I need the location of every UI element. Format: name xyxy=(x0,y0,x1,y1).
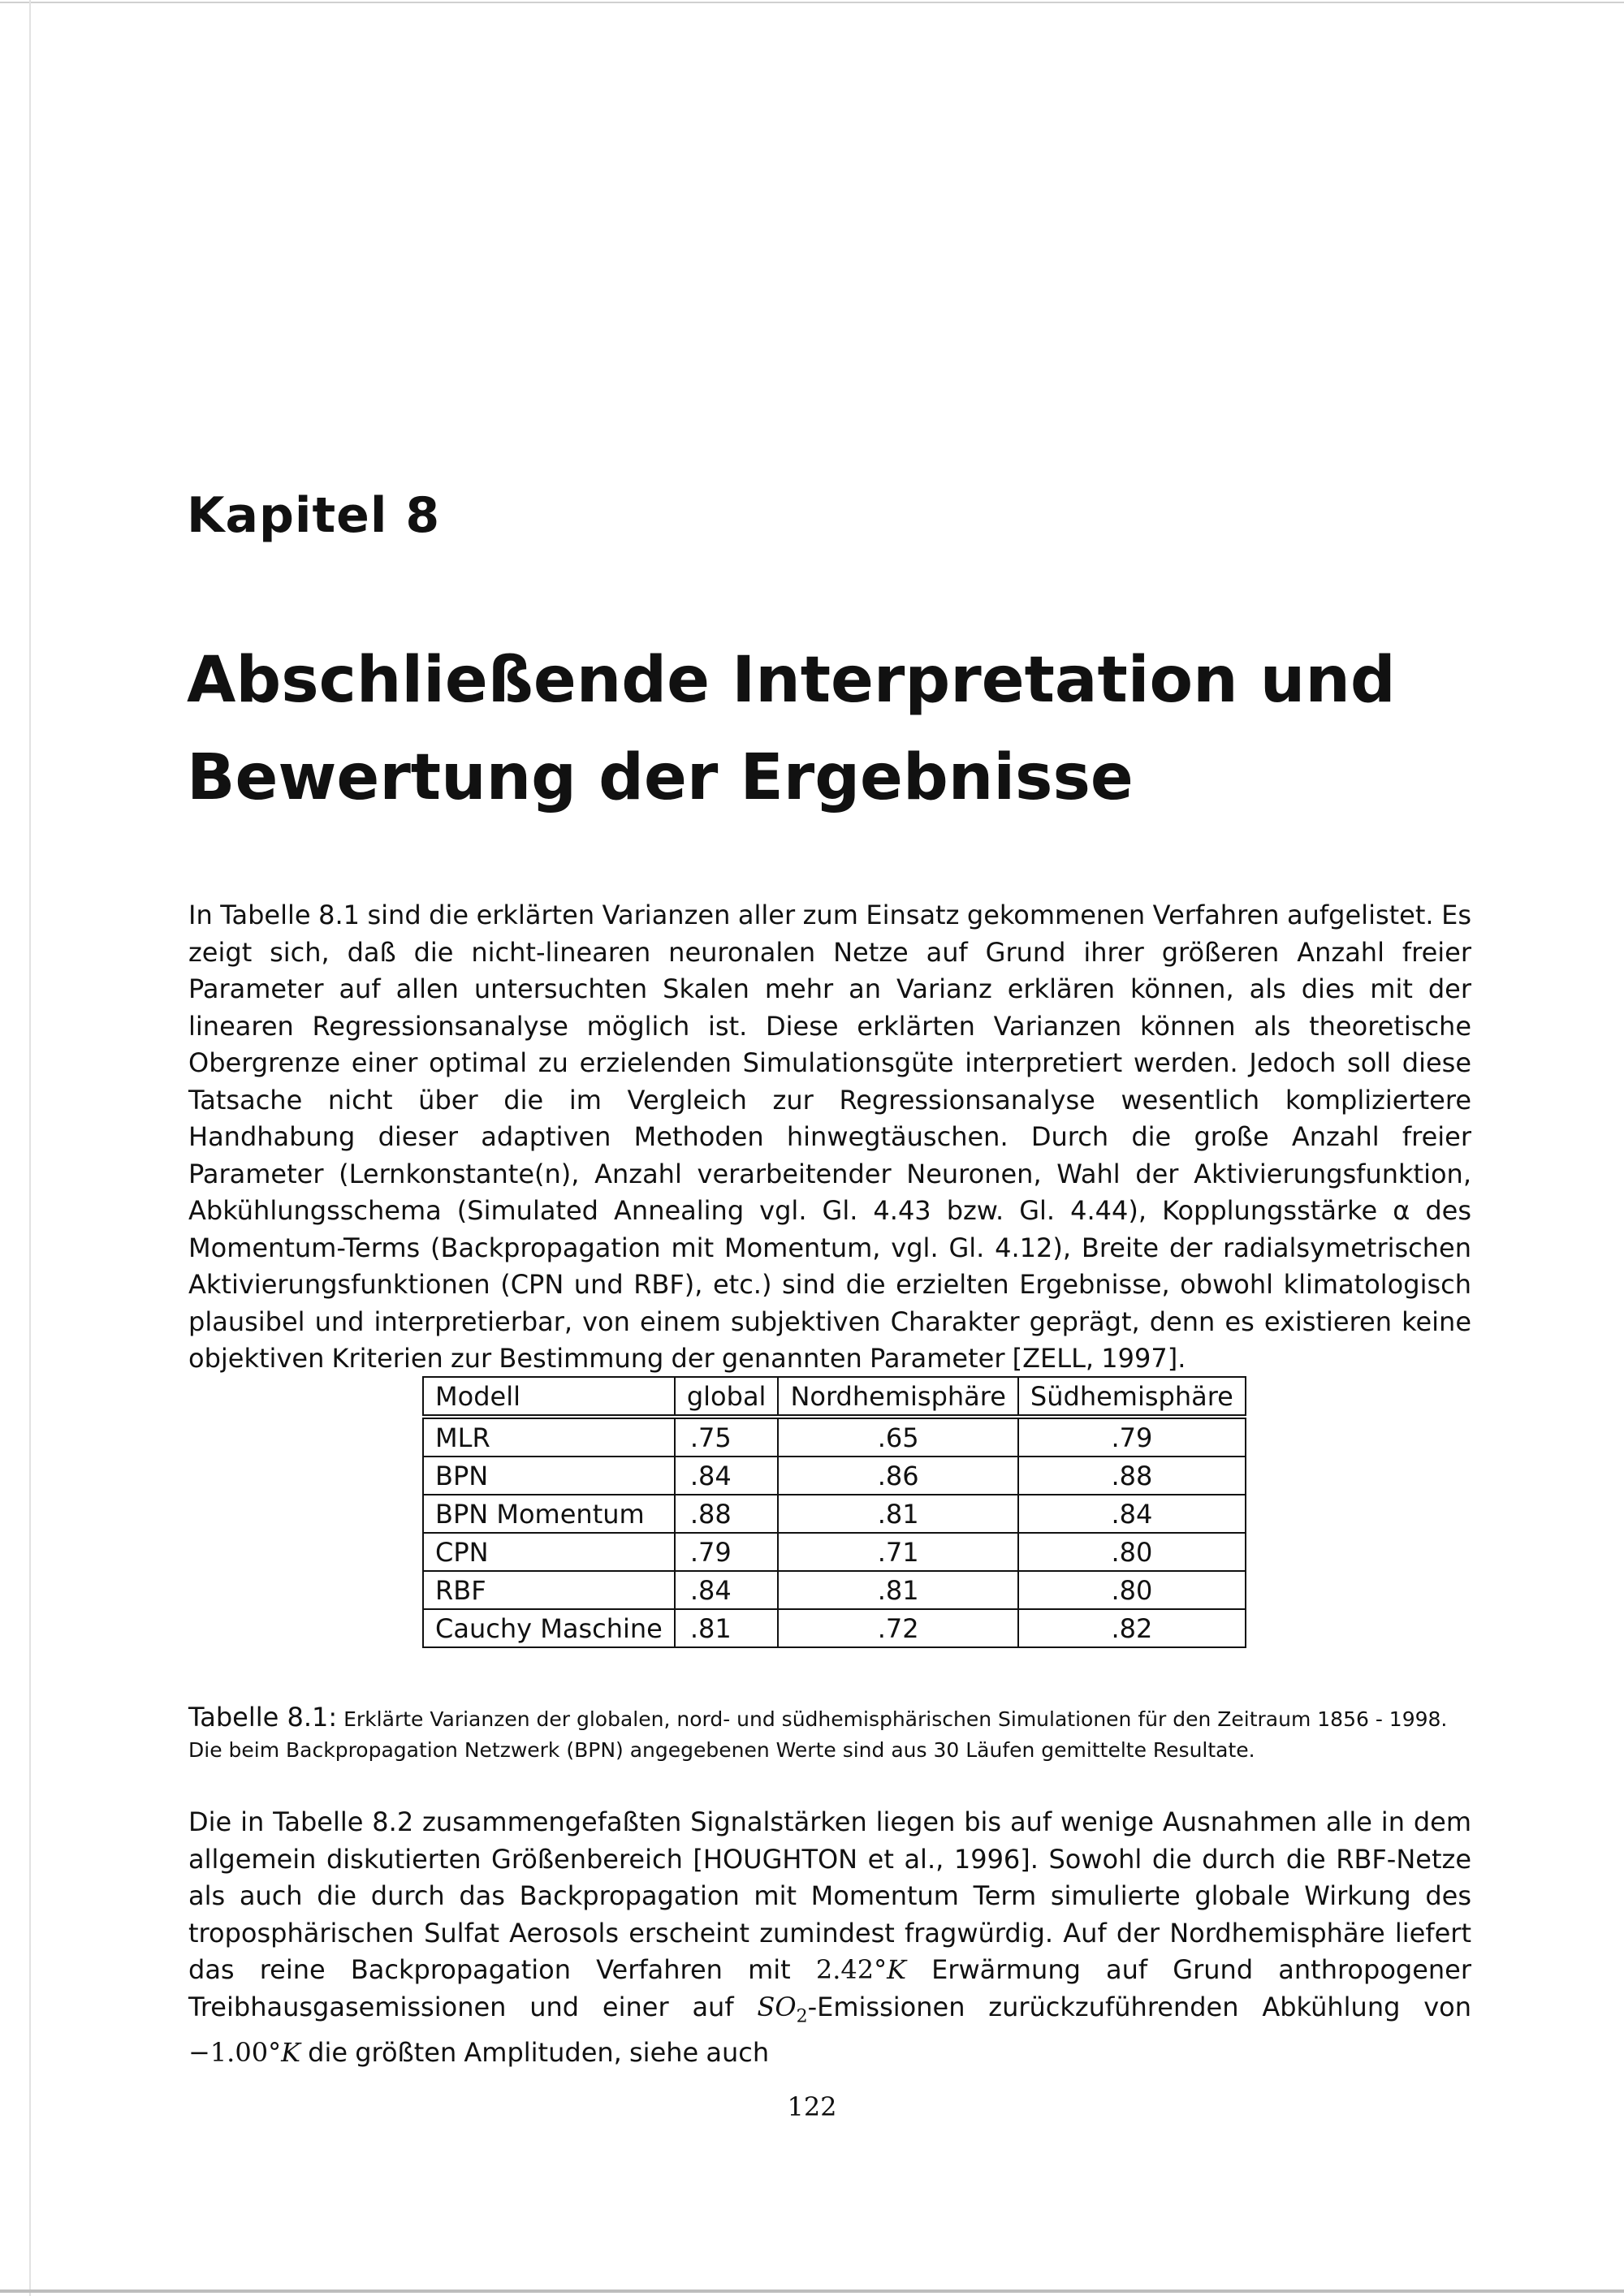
cell-modell: RBF xyxy=(423,1571,675,1609)
cell-global: .75 xyxy=(675,1417,779,1457)
header-nordhemisphaere: Nordhemisphäre xyxy=(778,1377,1017,1417)
cell-sued: .80 xyxy=(1018,1571,1246,1609)
cooling-value: −1.00° xyxy=(188,2037,282,2069)
cell-modell: MLR xyxy=(423,1417,675,1457)
cell-modell: BPN Momentum xyxy=(423,1495,675,1533)
page-number: 122 xyxy=(787,2091,837,2122)
cell-modell: CPN xyxy=(423,1533,675,1571)
paragraph2-part-2: Erwärmung auf Grund anthropogener Treibhausgasemissionen und einer auf xyxy=(188,1954,1472,2022)
chapter-title xyxy=(187,632,1486,826)
table-header-row xyxy=(423,1377,1246,1417)
chapter-label: Kapitel 8 xyxy=(187,487,441,544)
table-row xyxy=(423,1457,1246,1495)
paragraph2-part-4: die größten Amplituden, siehe auch xyxy=(308,2037,770,2069)
cell-modell: Cauchy Maschine xyxy=(423,1609,675,1647)
caption-line-2: Die beim Backpropagation Netzwerk (BPN) angegebenen Werte sind aus 30 Läufen gemittelte Resultate. xyxy=(188,1738,1255,1762)
cell-nord: .81 xyxy=(778,1571,1017,1609)
warming-value: 2.42° xyxy=(815,1954,888,1985)
kelvin-unit: K xyxy=(887,1954,906,1985)
cell-sued: .84 xyxy=(1018,1495,1246,1533)
scan-edge-left xyxy=(29,0,31,2296)
cell-modell: BPN xyxy=(423,1457,675,1495)
variance-table xyxy=(422,1376,1246,1648)
header-modell: Modell xyxy=(423,1377,675,1417)
cell-nord: .71 xyxy=(778,1533,1017,1571)
cell-sued: .82 xyxy=(1018,1609,1246,1647)
caption-line-1: Erklärte Varianzen der globalen, nord- und südhemisphärischen Simulationen für den Zeitraum 1856 - 1998. xyxy=(343,1707,1448,1731)
cell-sued: .88 xyxy=(1018,1457,1246,1495)
cell-nord: .81 xyxy=(778,1495,1017,1533)
cell-nord: .86 xyxy=(778,1457,1017,1495)
table-row xyxy=(423,1609,1246,1647)
header-global: global xyxy=(675,1377,779,1417)
cell-global: .88 xyxy=(675,1495,779,1533)
signal-paragraph xyxy=(188,1804,1471,2072)
cell-nord: .72 xyxy=(778,1609,1017,1647)
cell-global: .79 xyxy=(675,1533,779,1571)
cell-global: .84 xyxy=(675,1571,779,1609)
paragraph2-part-3: -Emissionen zurückzuführenden Abkühlung von xyxy=(807,1991,1472,2022)
scan-edge-bottom xyxy=(0,2290,1624,2293)
chapter-title-line-2: Bewertung der Ergebnisse xyxy=(187,741,1134,814)
intro-paragraph: In Tabelle 8.1 sind die erklärten Varianzen aller zum Einsatz gekommenen Verfahren aufgelistet. Es zeigt sich, daß die nicht-linearen neuronalen Netze auf Grund ihrer größeren Anzahl freier Parameter auf allen untersuchten Skalen mehr an Varianz erklären können, als dies mit der linearen Regressionsanalyse möglich ist. Diese erklärten Varianzen können als theoretische Obergrenze einer optimal zu erzielenden Simulationsgüte interpretiert werden. Jedoch soll diese Tatsache nicht über die im Vergleich zur Regressionsanalyse wesentlich kompliziertere Handhabung dieser adaptiven Methoden hinwegtäuschen. Durch die große Anzahl freier Parameter (Lernkonstante(n), Anzahl verarbeitender Neuronen, Wahl der Aktivierungsfunktion, Abkühlungsschema (Simulated Annealing vgl. Gl. 4.43 bzw. Gl. 4.44), Kopplungsstärke α des Momentum-Terms (Backpropagation mit Momentum, vgl. Gl. 4.12), Breite der radialsymetrischen Aktivierungsfunktionen (CPN und RBF), etc.) sind die erzielten Ergebnisse, obwohl klimatologisch plausibel und interpretierbar, von einem subjektiven Charakter geprägt, denn es existieren keine objektiven Kriterien zur Bestimmung der genannten Parameter [ZELL, 1997]. xyxy=(188,900,1471,1374)
table-caption xyxy=(188,1702,1488,1766)
cell-sued: .79 xyxy=(1018,1417,1246,1457)
kelvin-unit: K xyxy=(281,2037,300,2069)
table-row xyxy=(423,1533,1246,1571)
cell-global: .81 xyxy=(675,1609,779,1647)
table-row xyxy=(423,1417,1246,1457)
so2-symbol: SO xyxy=(757,1991,797,2022)
table-row xyxy=(423,1495,1246,1533)
header-suedhemisphaere: Südhemisphäre xyxy=(1018,1377,1246,1417)
cell-sued: .80 xyxy=(1018,1533,1246,1571)
caption-label: Tabelle 8.1: xyxy=(188,1702,338,1733)
cell-global: .84 xyxy=(675,1457,779,1495)
cell-nord: .65 xyxy=(778,1417,1017,1457)
chapter-title-line-1: Abschließende Interpretation und xyxy=(187,644,1396,717)
so2-subscript: 2 xyxy=(796,2005,808,2026)
scan-edge-top xyxy=(0,2,1624,3)
table-row xyxy=(423,1571,1246,1609)
paragraph2-part-1: Die in Tabelle 8.2 zusammengefaßten Signalstärken liegen bis auf wenige Ausnahmen alle in dem allgemein diskutierten Größenbereich [HOUGHTON et al., 1996]. Sowohl die durch die RBF-Netze als auch die durch das Backpropagation mit Momentum Term simulierte globale Wirkung des troposphärischen Sulfat Aerosols erscheint zumindest fragwürdig. Auf der Nordhemisphäre liefert das reine Backpropagation Verfahren mit xyxy=(188,1806,1471,1985)
